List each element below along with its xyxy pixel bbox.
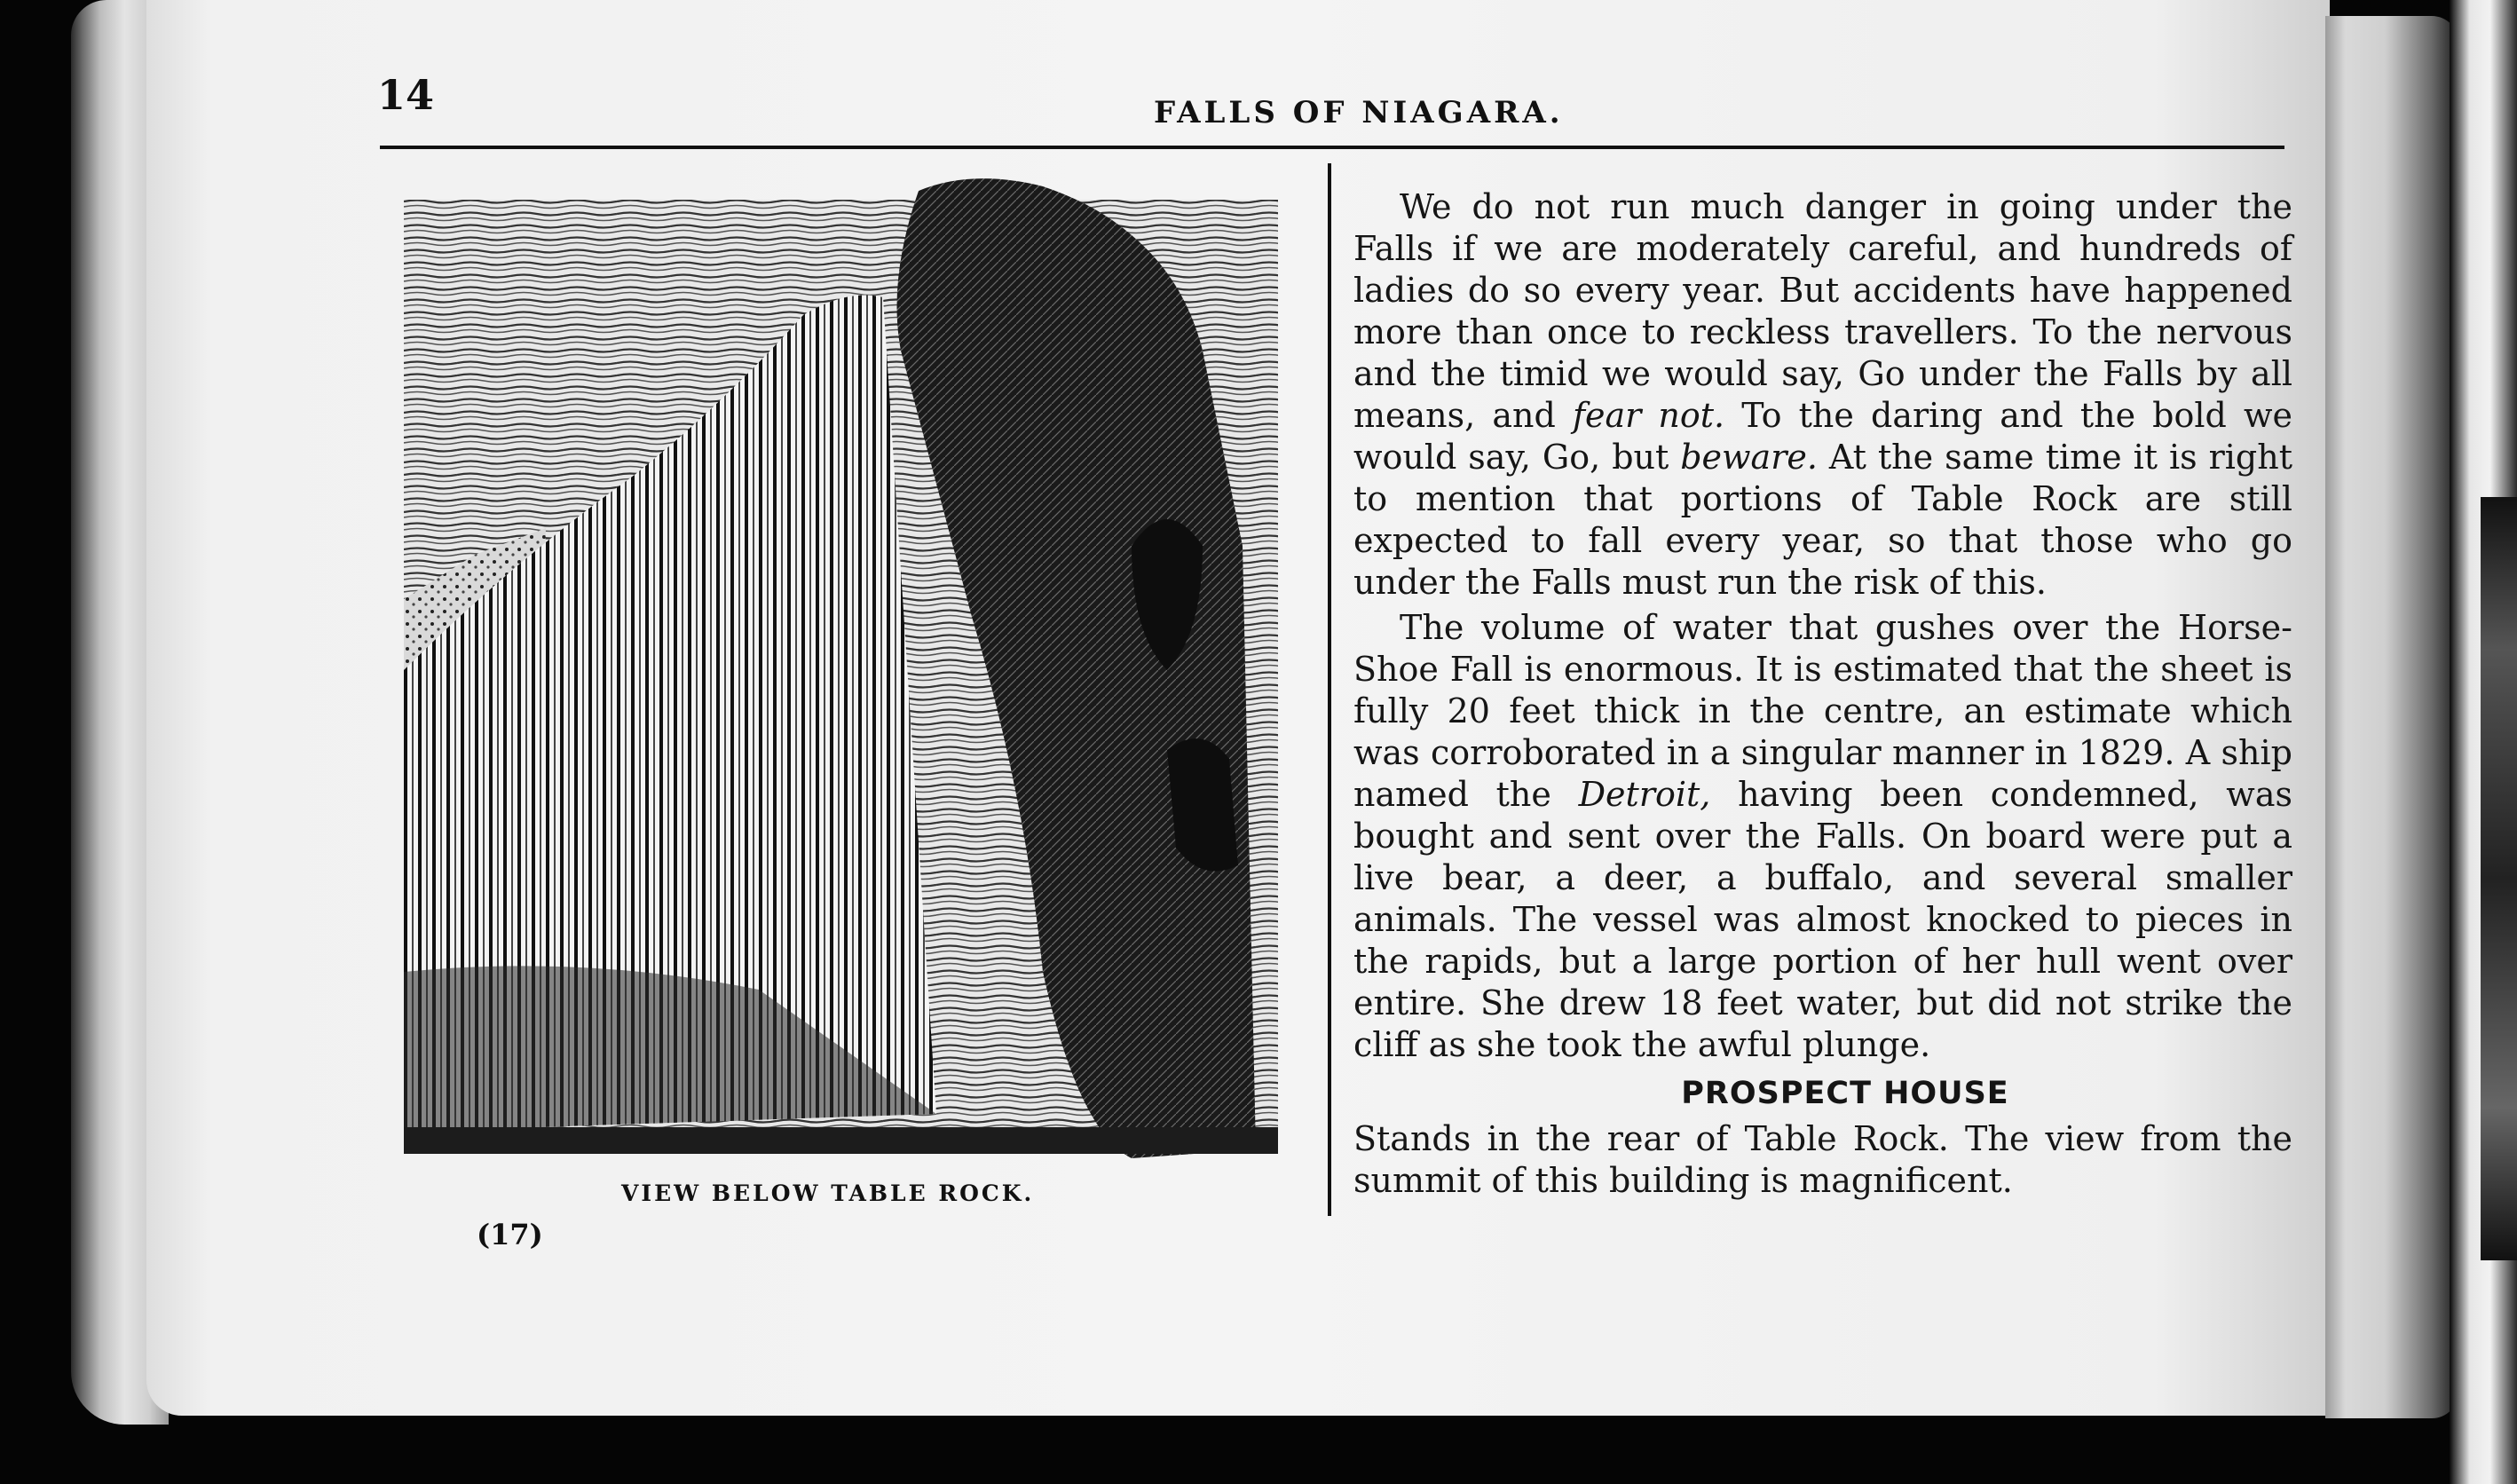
text-run: To the daring and the bold we would say, Go, but xyxy=(1353,396,2292,477)
waterfall-engraving xyxy=(404,173,1278,1167)
body-text-column xyxy=(1353,186,2292,1202)
section-heading: PROSPECT HOUSE xyxy=(1681,1076,2009,1111)
paragraph-prospect-house: Stands in the rear of Table Rock. The view from the summit of this building is magnificent. xyxy=(1353,1119,2292,1200)
facing-page-shadow xyxy=(2481,497,2517,1260)
italic-run: fear not. xyxy=(1572,396,1725,435)
paragraph-volume-of-water xyxy=(1353,607,2292,1066)
text-run: having been condemned, was bought and sent over the Falls. On board were put a live bear, a deer, a buffalo, and several smaller animals. The vessel was almost knocked to pieces in the rapids, but a large portion of her hull went over entire. She drew 18 feet water, but did not strike the cliff as she took the awful plunge. xyxy=(1353,775,2292,1064)
plate-number: (17) xyxy=(477,1218,543,1251)
waterfall-engraving-image xyxy=(404,173,1278,1167)
column-rule xyxy=(1328,163,1331,1216)
illustration-caption: VIEW BELOW TABLE ROCK. xyxy=(621,1180,1035,1206)
text-run: The volume of water that gushes over the Horse-Shoe Fall is enormous. It is estimated that the sheet is fully 20 feet thick in the centre, an estimate which was corroborated in a singular manner in 1829. A ship named the xyxy=(1353,608,2292,814)
italic-run: Detroit, xyxy=(1578,775,1711,814)
running-title: FALLS OF NIAGARA. xyxy=(1154,95,1564,130)
text-run: We do not run much danger in going under the Falls if we are moderately careful, and hundreds of ladies do so every year. But accidents have happened more than once to reckless travellers. To the nervous and the timid we would say, Go under the Falls by all means, and xyxy=(1353,187,2292,435)
text-run: At the same time it is right to mention that portions of Table Rock are still expected to fall every year, so that those who go under the Falls must run the risk of this. xyxy=(1353,438,2292,602)
italic-run: beware. xyxy=(1680,438,1818,477)
page-number: 14 xyxy=(377,71,435,119)
facing-page-fold xyxy=(2325,16,2458,1418)
header-rule xyxy=(380,146,2284,149)
paragraph-going-under-falls xyxy=(1353,186,2292,604)
